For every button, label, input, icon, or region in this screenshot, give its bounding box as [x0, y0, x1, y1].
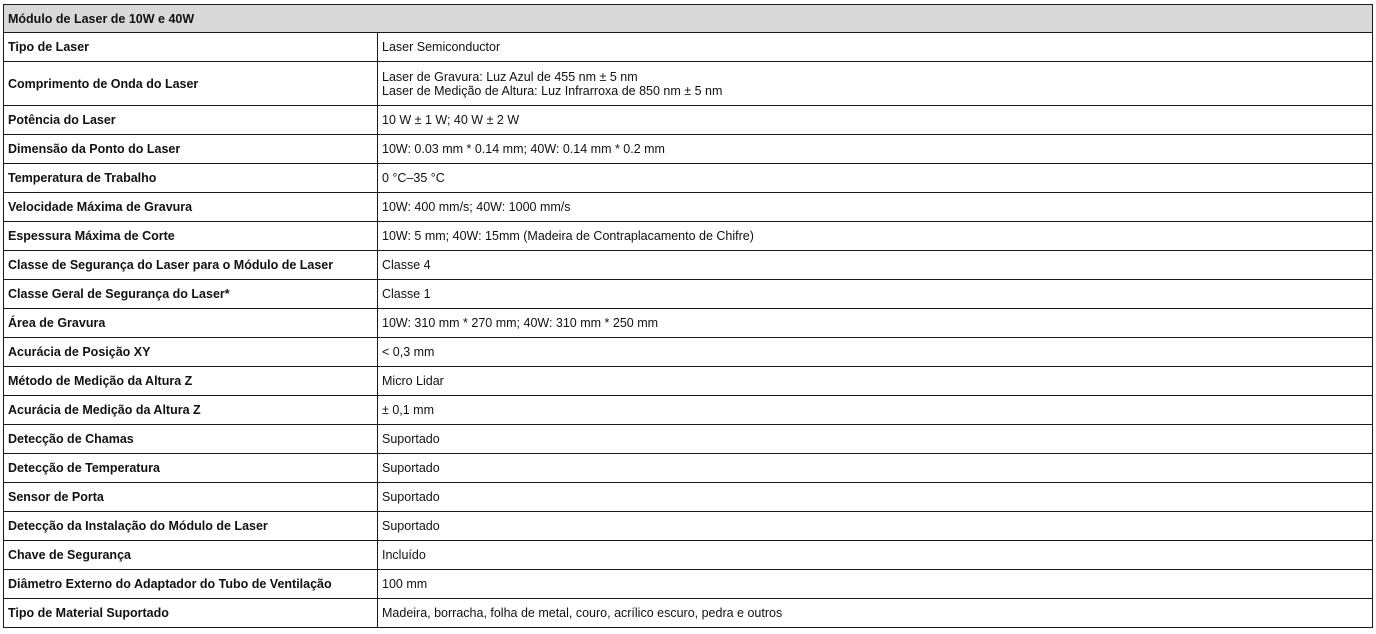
table-row	[4, 251, 1373, 280]
spec-value	[378, 454, 1373, 483]
spec-label: Área de Gravura	[4, 309, 378, 338]
spec-value-line: Micro Lidar	[382, 374, 444, 388]
spec-value	[378, 164, 1373, 193]
spec-value-line: < 0,3 mm	[382, 345, 435, 359]
spec-value-line: Incluído	[382, 548, 426, 562]
spec-value	[378, 599, 1373, 628]
spec-value	[378, 135, 1373, 164]
spec-value	[378, 193, 1373, 222]
spec-value	[378, 309, 1373, 338]
spec-label: Acurácia de Posição XY	[4, 338, 378, 367]
table-row	[4, 106, 1373, 135]
table-row	[4, 454, 1373, 483]
spec-label: Detecção de Temperatura	[4, 454, 378, 483]
spec-label: Classe de Segurança do Laser para o Módulo de Laser	[4, 251, 378, 280]
spec-label: Detecção de Chamas	[4, 425, 378, 454]
spec-value	[378, 106, 1373, 135]
spec-value-line: Laser Semiconductor	[382, 40, 501, 54]
spec-label: Dimensão da Ponto do Laser	[4, 135, 378, 164]
spec-value	[378, 222, 1373, 251]
spec-value-line: Classe 4	[382, 258, 431, 272]
spec-value-line: 0 °C–35 °C	[382, 171, 445, 185]
spec-value	[378, 570, 1373, 599]
table-row	[4, 280, 1373, 309]
table-row	[4, 367, 1373, 396]
spec-value	[378, 33, 1373, 62]
spec-label: Espessura Máxima de Corte	[4, 222, 378, 251]
spec-label: Tipo de Material Suportado	[4, 599, 378, 628]
spec-label: Sensor de Porta	[4, 483, 378, 512]
table-row	[4, 193, 1373, 222]
table-row	[4, 512, 1373, 541]
spec-label: Classe Geral de Segurança do Laser*	[4, 280, 378, 309]
table-title-row	[4, 5, 1373, 33]
spec-value-line: Classe 1	[382, 287, 431, 301]
spec-value-line: 100 mm	[382, 577, 428, 591]
spec-value	[378, 425, 1373, 454]
spec-value-line: 10W: 5 mm; 40W: 15mm (Madeira de Contraplacamento de Chifre)	[382, 229, 754, 243]
spec-value	[378, 541, 1373, 570]
spec-label: Chave de Segurança	[4, 541, 378, 570]
spec-value	[378, 338, 1373, 367]
spec-label: Tipo de Laser	[4, 33, 378, 62]
table-title: Módulo de Laser de 10W e 40W	[4, 5, 1373, 33]
spec-label: Potência do Laser	[4, 106, 378, 135]
table-row	[4, 309, 1373, 338]
table-row	[4, 599, 1373, 628]
table-row	[4, 338, 1373, 367]
table-row	[4, 570, 1373, 599]
table-row	[4, 396, 1373, 425]
spec-value	[378, 280, 1373, 309]
spec-label: Temperatura de Trabalho	[4, 164, 378, 193]
spec-value-line: Suportado	[382, 461, 440, 475]
spec-label: Velocidade Máxima de Gravura	[4, 193, 378, 222]
spec-value	[378, 367, 1373, 396]
table-row	[4, 541, 1373, 570]
table-row	[4, 33, 1373, 62]
spec-value-line: ± 0,1 mm	[382, 403, 435, 417]
spec-value-line: Madeira, borracha, folha de metal, couro, acrílico escuro, pedra e outros	[382, 606, 783, 620]
spec-label: Comprimento de Onda do Laser	[4, 62, 378, 106]
spec-value-line: Laser de Medição de Altura: Luz Infrarroxa de 850 nm ± 5 nm	[382, 83, 723, 98]
spec-value-line: Laser de Gravura: Luz Azul de 455 nm ± 5 nm	[382, 69, 638, 84]
table-row	[4, 425, 1373, 454]
spec-value-line: 10W: 0.03 mm * 0.14 mm; 40W: 0.14 mm * 0.2 mm	[382, 142, 665, 156]
table-row	[4, 164, 1373, 193]
table-row	[4, 483, 1373, 512]
spec-label: Acurácia de Medição da Altura Z	[4, 396, 378, 425]
spec-value-line: 10 W ± 1 W; 40 W ± 2 W	[382, 113, 520, 127]
spec-value	[378, 483, 1373, 512]
spec-value-line: Suportado	[382, 490, 440, 504]
spec-table	[3, 4, 1373, 628]
spec-value-line: 10W: 400 mm/s; 40W: 1000 mm/s	[382, 200, 571, 214]
spec-value-line: Suportado	[382, 432, 440, 446]
table-row	[4, 135, 1373, 164]
spec-value	[378, 62, 1373, 106]
spec-label: Diâmetro Externo do Adaptador do Tubo de Ventilação	[4, 570, 378, 599]
spec-table-body	[4, 5, 1373, 628]
table-row	[4, 222, 1373, 251]
spec-value-line: 10W: 310 mm * 270 mm; 40W: 310 mm * 250 mm	[382, 316, 659, 330]
spec-value	[378, 512, 1373, 541]
spec-label: Detecção da Instalação do Módulo de Laser	[4, 512, 378, 541]
spec-value	[378, 396, 1373, 425]
spec-value-line: Suportado	[382, 519, 440, 533]
table-row	[4, 62, 1373, 106]
spec-label: Método de Medição da Altura Z	[4, 367, 378, 396]
spec-value	[378, 251, 1373, 280]
